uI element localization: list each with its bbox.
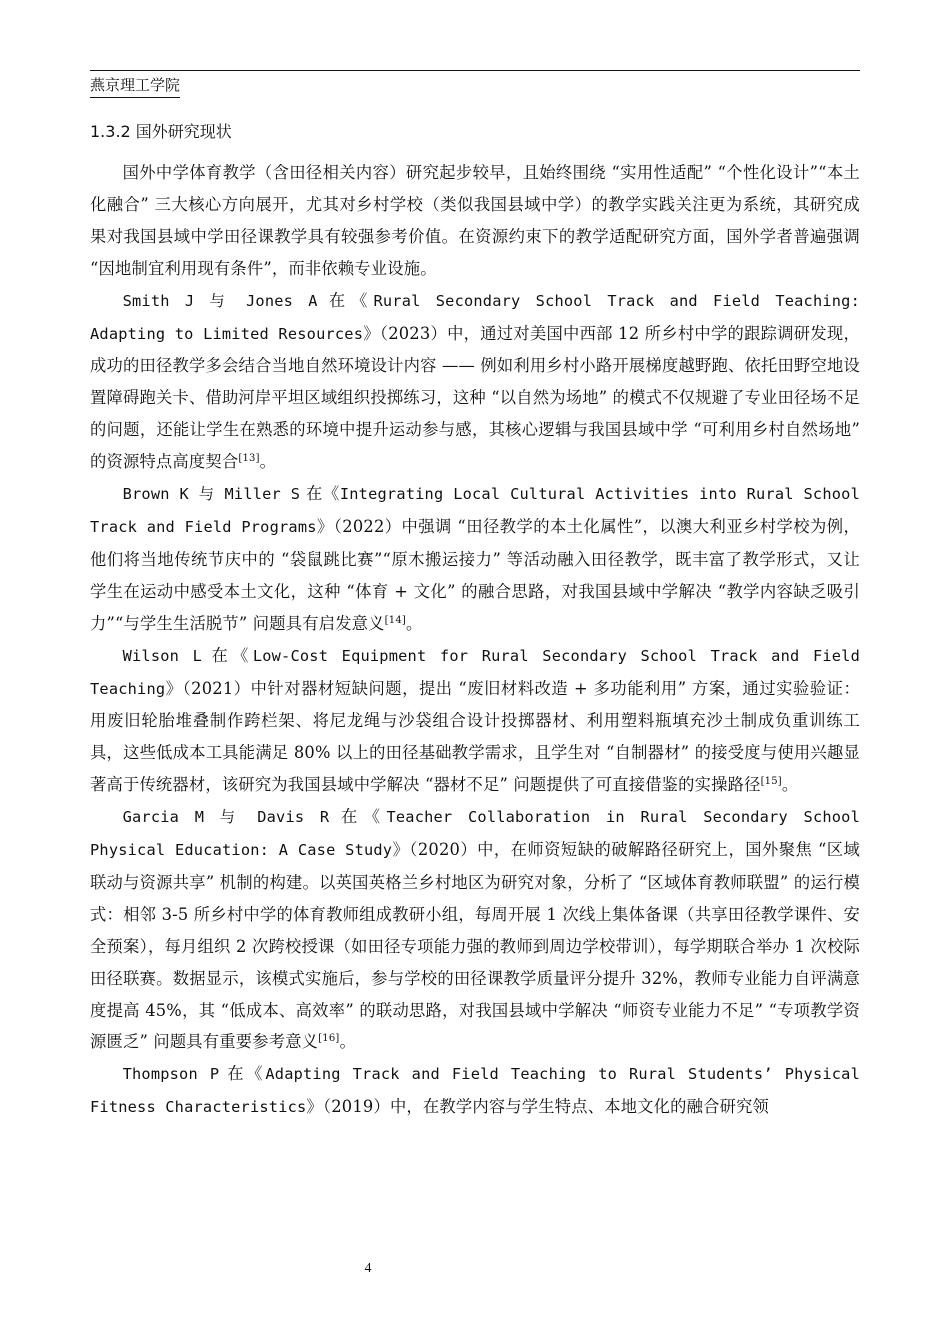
- paragraph-garcia-davis: [90, 801, 860, 1058]
- connector: 在《: [317, 290, 374, 310]
- authors: Smith J 与 Jones A: [122, 291, 318, 310]
- paragraph-end: 。: [405, 613, 423, 633]
- connector: 在《: [202, 645, 253, 665]
- work-title: Adapting Track and Field Teaching to Rural Students’ Physical Fitness Characteristics: [90, 1065, 861, 1117]
- connector: 在《: [219, 1064, 266, 1084]
- connector: 在《: [300, 484, 340, 504]
- citation-ref: [14]: [384, 614, 406, 626]
- citation-ref: [15]: [760, 776, 782, 788]
- section-heading: 1.3.2 国外研究现状: [90, 122, 232, 141]
- authors: Wilson L: [122, 646, 203, 665]
- paragraph-smith-jones: [90, 285, 860, 478]
- body-text: [90, 157, 860, 1124]
- paragraph-body: 》（2021）中针对器材短缺问题，提出 “废旧材料改造 + 多功能利用” 方案，通过实验验证：用废旧轮胎堆叠制作跨栏架、将尼龙绳与沙袋组合设计投掷器材、利用塑料瓶填充沙土制成负重训练工具，这些低成本工具能满足 80% 以上的田径基础教学需求，且学生对 “自制器材” 的接受度与使用兴趣显著高于传统器材，该研究为我国县域中学解决 “器材不足” 问题提供了可直接借鉴的实操路径: [90, 678, 860, 795]
- paragraph-end: 。: [339, 1032, 356, 1052]
- paragraph-body: 》（2022）中强调 “田径教学的本土化属性”，以澳大利亚乡村学校为例，他们将当地传统节庆中的 “袋鼠跳比赛”“原木搬运接力” 等活动融入田径教学，既丰富了教学形式，又让学生在运动中感受本土文化，这种 “体育 + 文化” 的融合思路，对我国县域中学解决 “教学内容缺乏吸引力”“与学生生活脱节” 问题具有启发意义: [90, 516, 860, 633]
- paragraph-intro: 国外中学体育教学（含田径相关内容）研究起步较早，且始终围绕 “实用性适配” “个性化设计”“本土化融合” 三大核心方向展开，尤其对乡村学校（类似我国县域中学）的教学实践关注更为系统，其研究成果对我国县域中学田径课教学具有较强参考价值。在资源约束下的教学适配研究方面，国外学者普遍强调 “因地制宜利用现有条件”，而非依赖专业设施。: [90, 163, 860, 278]
- page-number: 4: [364, 1261, 372, 1276]
- paragraph-brown-miller: [90, 478, 860, 640]
- connector: 在《: [329, 807, 387, 827]
- work-title: Integrating Local Cultural Activities into Rural School Track and Field Programs: [90, 485, 860, 536]
- header-rule: [90, 70, 860, 71]
- paragraph-wilson: [90, 640, 860, 802]
- authors: Garcia M 与 Davis R: [122, 808, 330, 827]
- authors: Brown K 与 Miller S: [122, 485, 301, 504]
- paragraph-body: 》（2020）中，在师资短缺的破解路径研究上，国外聚焦 “区域联动与资源共享” 机制的构建。以英国英格兰乡村地区为研究对象，分析了 “区域体育教师联盟” 的运行模式：相邻 3-5 所乡村中学的体育教师组成教研小组，每周开展 1 次线上集体备课（共享田径教学课件、安全预案），每月组织 2 次跨校授课（如田径专项能力强的教师到周边学校带训），每学期联合举办 1 次校际田径联赛。数据显示，该模式实施后，参与学校的田径课教学质量评分提升 32%，教师专业能力自评满意度提高 45%，其 “低成本、高效率” 的联动思路，对我国县域中学解决 “师资专业能力不足” “专项教学资源匮乏” 问题具有重要参考意义: [90, 840, 860, 1052]
- work-title: Rural Secondary School Track and Field Teaching: Adapting to Limited Resources: [90, 291, 861, 343]
- paragraph-end: 。: [781, 775, 799, 795]
- citation-ref: [13]: [238, 453, 260, 465]
- work-title: Teacher Collaboration in Rural Secondary School Physical Education: A Case Study: [90, 808, 861, 860]
- paragraph-body: 》（2023）中，通过对美国中西部 12 所乡村中学的跟踪调研发现，成功的田径教学多会结合当地自然环境设计内容 —— 例如利用乡村小路开展梯度越野跑、依托田野空地设置障碍跑关卡、借助河岸平坦区域组织投掷练习，这种 “以自然为场地” 的模式不仅规避了专业田径场不足的问题，还能让学生在熟悉的环境中提升运动参与感，其核心逻辑与我国县域中学 “可利用乡村自然场地” 的资源特点高度契合: [90, 323, 860, 472]
- paragraph-body: 》（2019）中，在教学内容与学生特点、本地文化的融合研究领: [306, 1097, 770, 1117]
- authors: Thompson P: [122, 1065, 220, 1084]
- citation-ref: [16]: [318, 1033, 340, 1045]
- paragraph-thompson: [90, 1058, 860, 1124]
- work-title: Low-Cost Equipment for Rural Secondary School Track and Field Teaching: [90, 646, 861, 698]
- running-header: 燕京理工学院: [90, 76, 180, 98]
- paragraph-end: 。: [259, 452, 277, 472]
